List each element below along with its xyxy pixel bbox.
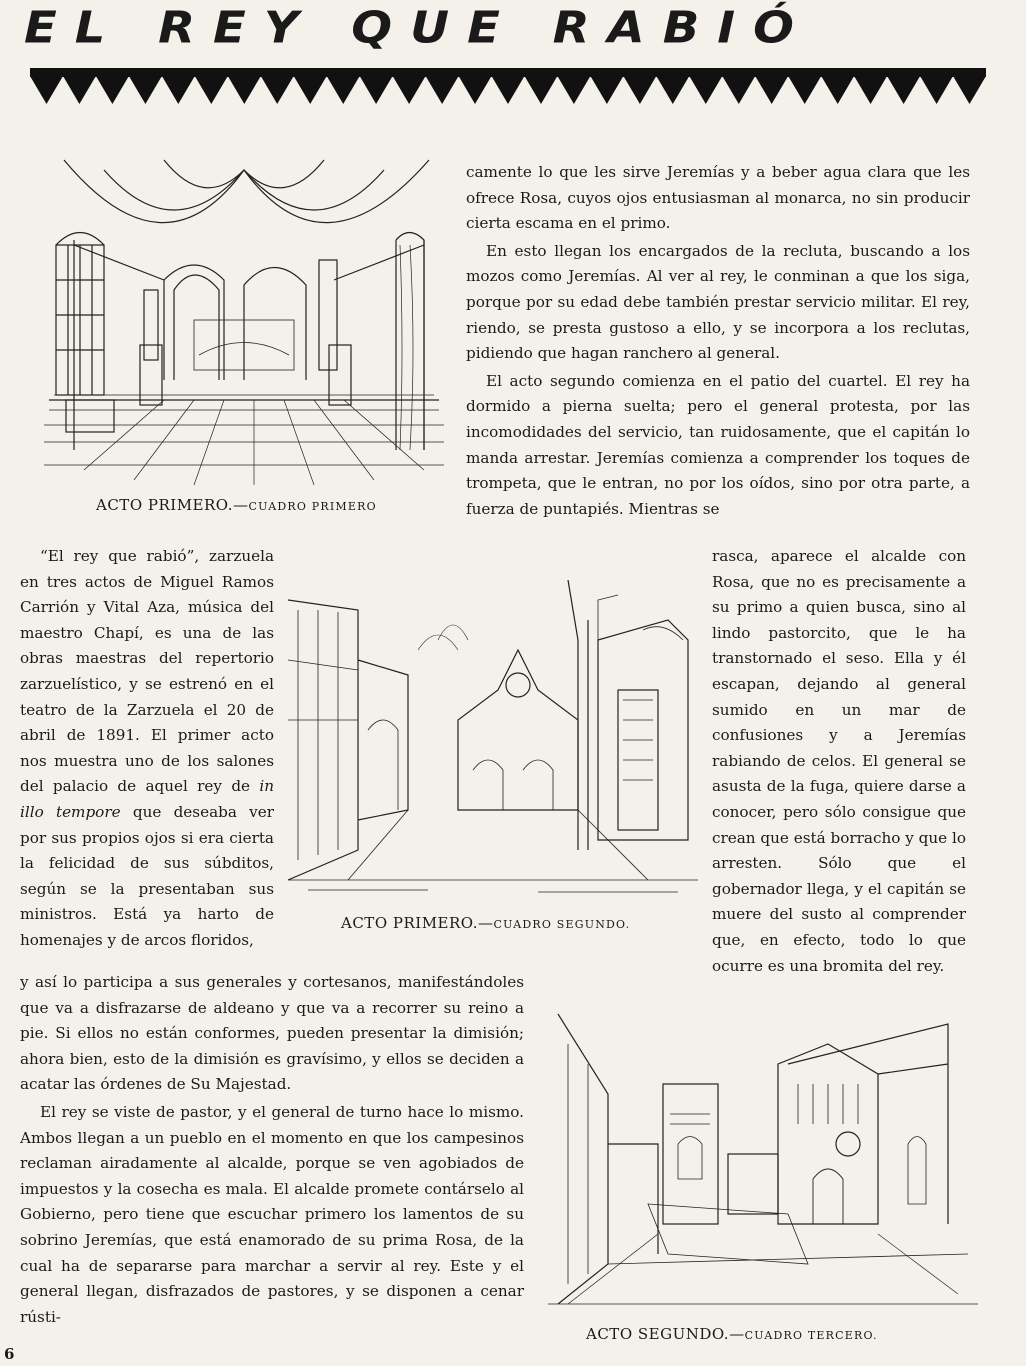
right-paragraph-3-cont: rasca, aparece el alcalde con Rosa, que no es precisamente a su primo a quien busca, sino al lindo pastorcito, que le ha transtornado el seso. Ella y él escapan, dejando al general sumido en un mar de confusiones y a Jeremías rabiando de celos. El general se asusta de la fuga, quiere darse a conocer, pero sólo consigue que crean que está borracho y que lo arresten. Sólo que el gobernador llega, y el capitán se muere del susto al comprender que, en efecto, todo lo que ocurre es una bromita del rey. bbox=[712, 547, 966, 975]
caption-small: CUADRO TERCERO. bbox=[744, 1329, 878, 1342]
intro-text-end: que deseaba ver por sus propios ojos si era cierta la felicidad de sus súbditos, según se la presentaban sus ministros. Está ya harto de homenajes y de arcos floridos, bbox=[20, 802, 274, 949]
caption-small: CUADRO SEGUNDO. bbox=[493, 918, 631, 931]
intro-paragraph bbox=[20, 544, 274, 954]
right-paragraph-3: El acto segundo comienza en el patio del cuartel. El rey ha dormido a pierna suelta; pero el general protesta, por las incomodidades del servicio, tan ruidosamente, que el capitán lo manda arrestar. Jeremías comienza a comprender los toques de trompeta, que le entran, no por los oídos, sino por otra parte, a fuerza de puntapiés. Mientras se bbox=[466, 371, 970, 518]
illustration-palace-salon bbox=[44, 150, 444, 488]
caption-acto2-cuadro3 bbox=[586, 1325, 878, 1343]
right-paragraph-1: camente lo que les sirve Jeremías y a beber agua clara que les ofrece Rosa, cuyos ojos entusiasman al monarca, no sin producir cierta escama en el primo. bbox=[466, 163, 970, 233]
caption-main: ACTO PRIMERO.— bbox=[341, 914, 494, 932]
illustration-village-square bbox=[288, 580, 698, 900]
caption-acto1-cuadro2 bbox=[341, 914, 630, 932]
right-column-top bbox=[466, 160, 970, 522]
right-paragraph-2: En esto llegan los encargados de la recluta, buscando a los mozos como Jeremías. Al ver al rey, le conminan a que los siga, porque por su edad debe también prestar servicio militar. El rey, riendo, se presta gustoso a ello, y se incorpora a los reclutas, pidiendo que hagan ranchero al general. bbox=[466, 241, 970, 363]
caption-acto1-cuadro1 bbox=[96, 496, 377, 514]
caption-main: ACTO SEGUNDO.— bbox=[586, 1325, 745, 1343]
left-continuation: y así lo participa a sus generales y cortesanos, manifestándoles que va a disfrazarse de aldeano y que va a recorrer su reino a pie. Si ellos no están conformes, pueden presentar la dimisión; ahora bien, esto de la dimisión es gravísimo, y ellos se deciden a acatar las órdenes de Su Majestad. bbox=[20, 973, 524, 1094]
right-column-continuation bbox=[712, 544, 966, 979]
left-paragraph-2: El rey se viste de pastor, y el general de turno hace lo mismo. Ambos llegan a un pueblo en el momento en que los campesinos reclaman airadamente al alcalde, porque se ven agobiados de impuestos y la cosecha es mala. El alcalde promete contárselo al Gobierno, pero tiene que escuchar primero los lamentos de su sobrino Jeremías, que está enamorado de su prima Rosa, de la cual ha de separarse para marchar a servir al rey. Este y el general llegan, disfrazados de pastores, y se disponen a cenar rústi- bbox=[20, 1102, 524, 1326]
left-column-intro bbox=[20, 544, 274, 954]
page-number: 6 bbox=[4, 1345, 15, 1363]
caption-main: ACTO PRIMERO.— bbox=[96, 496, 249, 514]
zigzag-ornament bbox=[30, 68, 986, 108]
left-column-continuation bbox=[20, 970, 524, 1330]
illustration-church-plaza bbox=[548, 1004, 978, 1326]
intro-text: “El rey que rabió”, zarzuela en tres actos de Miguel Ramos Carrión y Vital Aza, música del maestro Chapí, es una de las obras maestras del repertorio zarzuelístico, y se estrenó en el teatro de la Zarzuela el 20 de abril de 1891. El primer acto nos muestra uno de los salones del palacio de aquel rey de bbox=[20, 547, 274, 796]
caption-small: CUADRO PRIMERO bbox=[248, 500, 377, 513]
page-title: EL REY QUE RABIÓ bbox=[24, 2, 812, 54]
latin-phrase: in illo tempore bbox=[20, 777, 274, 821]
